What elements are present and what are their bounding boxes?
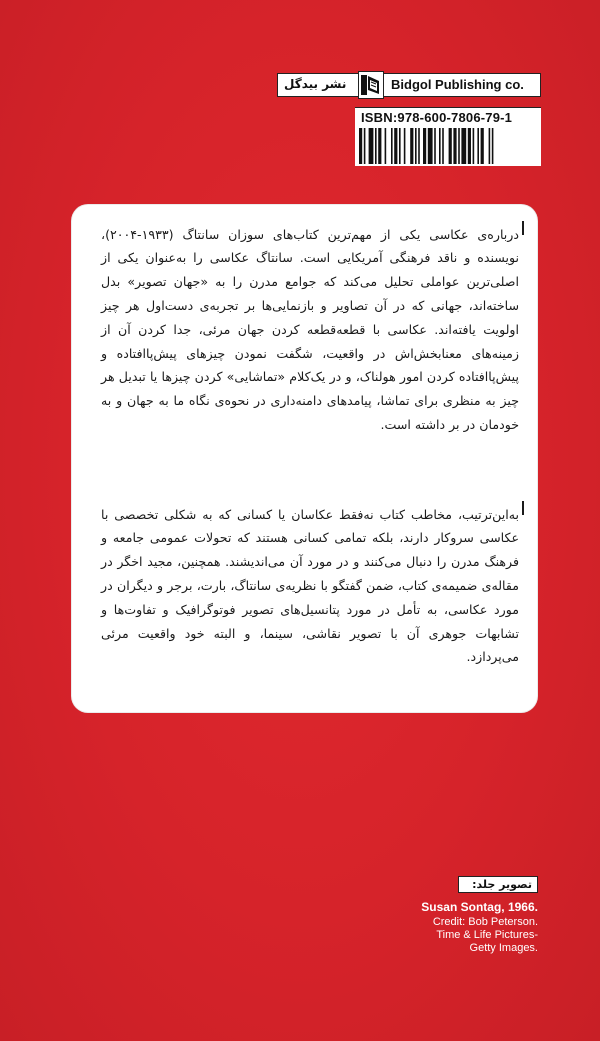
isbn-barcode — [355, 107, 541, 166]
publisher-name-fa: نشر بیدگل — [284, 77, 347, 91]
publisher-name-en: Bidgol Publishing co. — [391, 77, 524, 92]
publisher-label — [277, 73, 541, 97]
credit-line-2: Time & Life Pictures- — [436, 929, 538, 941]
barcode-icon — [359, 128, 537, 164]
isbn-text: ISBN:978-600-7806-79-1 — [361, 110, 513, 125]
blurb-card — [71, 204, 538, 713]
credit-subject: Susan Sontag, 1966. — [421, 900, 538, 914]
publisher-logo-icon — [358, 71, 384, 99]
credit-line-3: Getty Images. — [469, 942, 538, 954]
credit-line-1: Credit: Bob Peterson. — [432, 916, 538, 928]
paragraph-marker-2 — [522, 501, 524, 515]
blurb-paragraph-2: به‌این‌ترتیب، مخاطب کتاب نه‌فقط عکاسان یا کسانی که به شکلی تخصصی با عکاسی سروکار دارند، بلکه تمامی کسانی هستند که تحولات عمومی جامعه و فرهنگ مدرن را دنبال می‌کنند و در مورد آن می‌اندیشند. همچنین، مجید اخگر در مقاله‌ی ضمیمه‌ی کتاب، ضمن گفتگو با نظریه‌ی سانتاگ، بارت، برجر و دیگران در مورد عکاسی، به تأمل در مورد پتانسیل‌های تصویر فوتوگرافیک و تفاوت‌ها و تشابهات جوهری آن با تصویر نقاشی، سینما، و البته خود واقعیت مرئی می‌پردازد. — [101, 506, 519, 665]
cover-credit-label: تصویر جلد: — [458, 876, 538, 893]
cover-credit — [421, 900, 538, 955]
blurb-paragraph-1: درباره‌ی عکاسی یکی از مهم‌ترین کتاب‌های سوزان سانتاگ (۱۹۳۳-۲۰۰۴)، نویسنده و ناقد فرهنگی آمریکایی است. سانتاگ عکاسی را به‌عنوان یکی از اصلی‌ترین عواملی تحلیل می‌کند که جوامع مدرن را به «جهان تصویر» بدل ساخته‌اند، جهانی که در آن تصاویر و بازنمایی‌ها بر تجربه‌ی دست‌اول هر چیز اولویت یافته‌اند. عکاسی با قطعه‌قطعه کردن جهان مرئی، جدا کردن آن از زمینه‌های معنابخش‌اش در واقعیت، شگفت نمودن چیزهای پیش‌پاافتاده و پیش‌پاافتاده کردن امور هولناک، و در یک‌کلام «تماشایی» کردن چیزها یا تبدیل هر چیز به منظری برای تماشا، پیامدهای دامنه‌داری در نحوه‌ی نگاه ما به جهان و به خودمان در بر داشته است. — [101, 226, 519, 432]
publisher-block — [277, 73, 541, 165]
paragraph-marker-1 — [522, 221, 524, 235]
